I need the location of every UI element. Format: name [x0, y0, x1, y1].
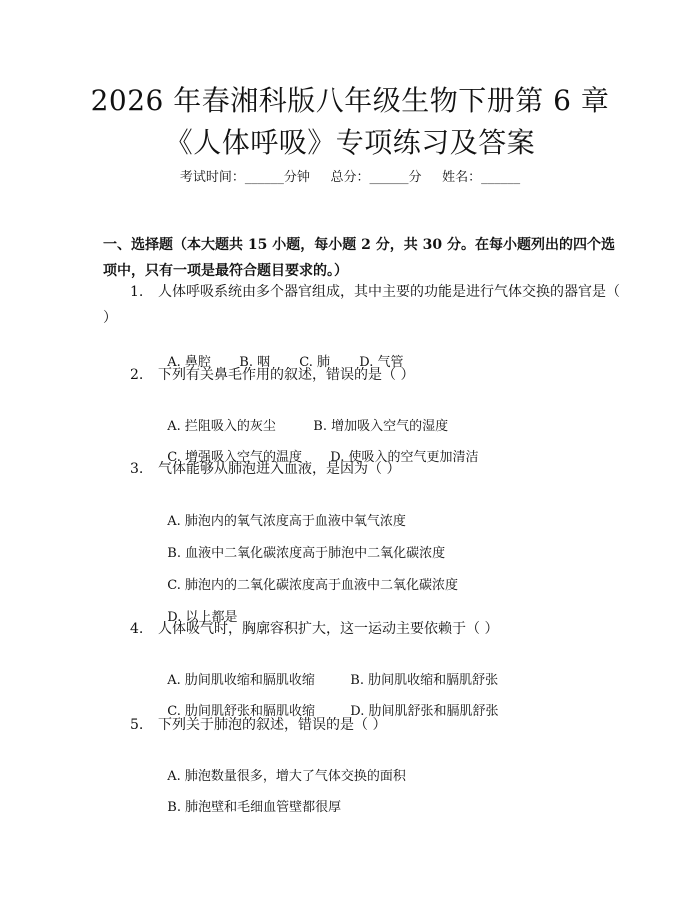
section-heading: 一、选择题（本大题共 15 小题，每小题 2 分，共 30 分。在每小题列出的四个选项中，只有一项是最符合题目要求的。） — [103, 237, 615, 279]
option-d: D. 以上都是 — [167, 610, 238, 625]
question-number: 3. — [130, 461, 144, 477]
page-title: 2026 年春湘科版八年级生物下册第 6 章《人体呼吸》专项练习及答案 — [90, 84, 610, 159]
option-row — [159, 778, 629, 818]
question-stem: 气体能够从肺泡进入血液，是因为（ ） — [158, 461, 401, 477]
question-stem: 下列有关鼻毛作用的叙述，错误的是（ ） — [158, 367, 415, 383]
question-number: 5. — [130, 717, 144, 733]
question-4 — [103, 616, 623, 642]
question-3 — [103, 456, 623, 482]
question-2 — [103, 362, 623, 388]
question-number: 2. — [130, 367, 144, 383]
option-a: A. 拦阻吸入的灰尘 — [167, 419, 276, 434]
option-c: C. 肺 — [299, 355, 331, 370]
question-1 — [103, 279, 623, 331]
question-stem: 人体呼吸系统由多个器官组成，其中主要的功能是进行气体交换的器官是（ ） — [103, 284, 620, 326]
option-d: D. 使吸入的空气更加清洁 — [330, 450, 479, 465]
question-number: 1. — [130, 284, 144, 300]
option-b: B. 肺泡壁和毛细血管壁都很厚 — [167, 800, 342, 815]
option-d: D. 气管 — [359, 355, 404, 370]
question-5 — [103, 712, 623, 738]
question-stem: 下列关于肺泡的叙述，错误的是（ ） — [158, 717, 387, 733]
option-a: A. 肋间肌收缩和膈肌收缩 — [167, 673, 315, 688]
option-b: B. 血液中二氧化碳浓度高于肺泡中二氧化碳浓度 — [167, 546, 446, 561]
option-b: B. 增加吸入空气的湿度 — [313, 419, 449, 434]
option-c: C. 肋间肌舒张和膈肌收缩 — [167, 704, 316, 719]
question-stem: 人体吸气时，胸廓容积扩大，这一运动主要依赖于（ ） — [158, 621, 499, 637]
option-c: C. 肺泡内的二氧化碳浓度高于血液中二氧化碳浓度 — [167, 578, 459, 593]
option-c: C. 增强吸入空气的温度 — [167, 450, 303, 465]
option-a: A. 鼻腔 — [167, 355, 211, 370]
option-a: A. 肺泡数量很多，增大了气体交换的面积 — [167, 769, 406, 784]
exam-info-line: 考试时间：______分钟 总分：______分 姓名：______ — [179, 170, 521, 185]
option-b: B. 肋间肌收缩和膈肌舒张 — [350, 673, 499, 688]
option-d: D. 肋间肌舒张和膈肌舒张 — [350, 704, 499, 719]
option-a: A. 肺泡内的氧气浓度高于血液中氧气浓度 — [167, 514, 406, 529]
question-number: 4. — [130, 621, 144, 637]
option-b: B. 咽 — [239, 355, 271, 370]
